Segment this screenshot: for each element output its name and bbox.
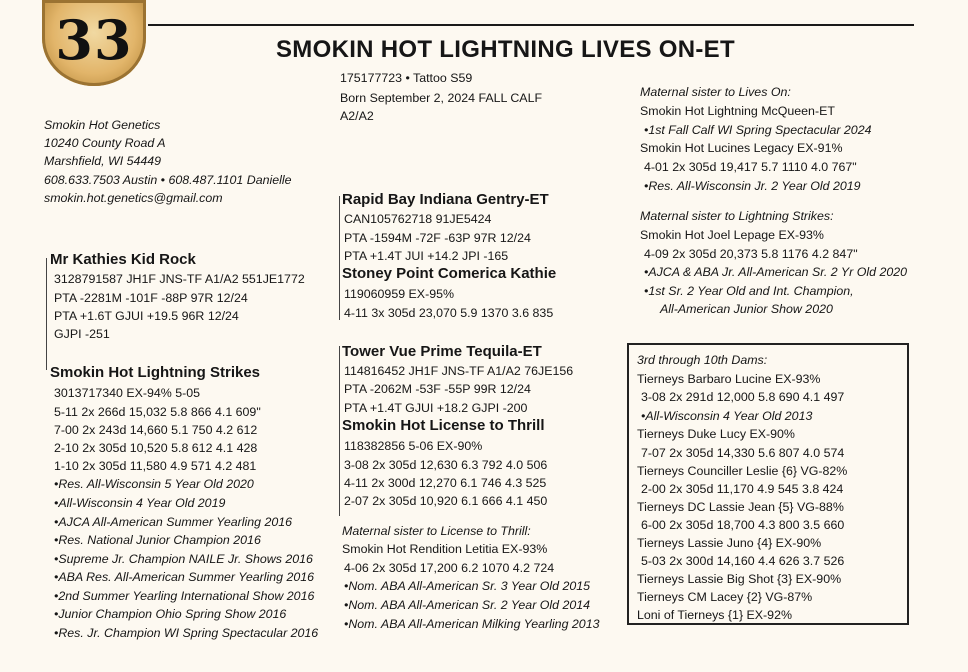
page-title: SMOKIN HOT LIGHTNING LIVES ON-ET (276, 36, 735, 63)
sire-name: Rapid Bay Indiana Gentry-ET (342, 191, 549, 208)
breeder-name: Smokin Hot Genetics (44, 118, 161, 132)
sister-ls-honor: •AJCA & ABA Jr. All-American Sr. 2 Yr Old 2020 (644, 265, 908, 279)
sire-dam-line: 119060959 EX-95% (344, 287, 454, 301)
granddam-record: 5-11 2x 266d 15,032 5.8 866 4.1 609" (54, 405, 261, 419)
granddam-honor: •Res. National Junior Champion 2016 (54, 533, 261, 547)
breeder-address: 10240 County Road A (44, 136, 166, 150)
dam-record: 4-11 2x 300d 12,270 6.1 746 4.3 525 (344, 476, 547, 490)
sire-sire-line: PTA +1.6T GJUI +19.5 96R 12/24 (54, 309, 239, 323)
granddam-honor: •Res. All-Wisconsin 5 Year Old 2020 (54, 477, 254, 491)
sire-dam-line: 4-11 3x 305d 23,070 5.9 1370 3.6 835 (344, 306, 554, 320)
sister-ltt-name: Smokin Hot Rendition Letitia EX-93% (342, 542, 548, 556)
sister-ltt-record: 4-06 2x 305d 17,200 6.2 1070 4.2 724 (344, 561, 555, 575)
dams-line: •All-Wisconsin 4 Year Old 2013 (641, 409, 813, 423)
sire-sire-line: GJPI -251 (54, 327, 110, 341)
dams-heading: 3rd through 10th Dams: (637, 353, 768, 367)
sister-lo-honor2: •Res. All-Wisconsin Jr. 2 Year Old 2019 (644, 179, 861, 193)
dams-line: Tierneys Counciller Leslie {6} VG-82% (637, 464, 848, 478)
lot-number-badge (42, 0, 146, 86)
dams-line: Loni of Tierneys {1} EX-92% (637, 608, 792, 622)
sister-ls-honor: All-American Junior Show 2020 (660, 302, 833, 316)
dams-line: 6-00 2x 305d 18,700 4.3 800 3.5 660 (641, 518, 845, 532)
granddam-honor: •2nd Summer Yearling International Show 2016 (54, 589, 315, 603)
dams-line: 5-03 2x 300d 14,160 4.4 626 3.7 526 (641, 554, 845, 568)
sire-line: PTA +1.4T JUI +14.2 JPI -165 (344, 249, 509, 263)
sister-ls-name: Smokin Hot Joel Lepage EX-93% (640, 228, 824, 242)
dam-sire-name: Tower Vue Prime Tequila-ET (342, 343, 542, 360)
dams-line: Tierneys Lassie Big Shot {3} EX-90% (637, 572, 842, 586)
breeder-phones: 608.633.7503 Austin • 608.487.1101 Danielle (44, 173, 292, 187)
sire-sire-name: Mr Kathies Kid Rock (50, 251, 196, 268)
sire-line: CAN105762718 91JE5424 (344, 212, 492, 226)
animal-born: Born September 2, 2024 FALL CALF (340, 91, 543, 105)
pedigree-connector (339, 346, 340, 516)
dam-sire-line: PTA -2062M -53F -55P 99R 12/24 (344, 382, 531, 396)
dams-line: Tierneys CM Lacey {2} VG-87% (637, 590, 813, 604)
animal-genetics: A2/A2 (340, 109, 374, 123)
granddam-honor: •ABA Res. All-American Summer Yearling 2016 (54, 570, 315, 584)
granddam-record: 7-00 2x 243d 14,660 5.1 750 4.2 612 (54, 423, 258, 437)
sister-ls-record: 4-09 2x 305d 20,373 5.8 1176 4.2 847" (644, 247, 858, 261)
sire-line: PTA -1594M -72F -63P 97R 12/24 (344, 231, 531, 245)
dams-line: Tierneys Lassie Juno {4} EX-90% (637, 536, 822, 550)
dams-box (627, 343, 909, 625)
lot-number: 33 (55, 8, 133, 72)
pedigree-connector (339, 196, 340, 320)
dams-line: Tierneys Duke Lucy EX-90% (637, 427, 795, 441)
dam-record: 3-08 2x 305d 12,630 6.3 792 4.0 506 (344, 458, 548, 472)
sire-sire-line: PTA -2281M -101F -88P 97R 12/24 (54, 291, 248, 305)
sister-lo-honor: •1st Fall Calf WI Spring Spectacular 2024 (644, 123, 872, 137)
sister-lo-heading: Maternal sister to Lives On: (640, 85, 791, 99)
sire-sire-line: 3128791587 JH1F JNS-TF A1/A2 551JE1772 (54, 272, 305, 286)
granddam-honor: •All-Wisconsin 4 Year Old 2019 (54, 496, 226, 510)
dam-sire-line: PTA +1.4T GJUI +18.2 GJPI -200 (344, 401, 528, 415)
granddam-record: 2-10 2x 305d 10,520 5.8 612 4.1 428 (54, 441, 258, 455)
dams-line: 7-07 2x 305d 14,330 5.6 807 4.0 574 (641, 446, 845, 460)
sister-ltt-honor: •Nom. ABA All-American Sr. 2 Year Old 2014 (344, 598, 591, 612)
sister-lo-name: Smokin Hot Lightning McQueen-ET (640, 104, 835, 118)
pedigree-connector (46, 258, 47, 370)
dams-line: Tierneys DC Lassie Jean {5} VG-88% (637, 500, 844, 514)
dams-line: 3-08 2x 291d 12,000 5.8 690 4.1 497 (641, 390, 845, 404)
granddam-honor: •AJCA All-American Summer Yearling 2016 (54, 515, 293, 529)
sister-lo-record2: 4-01 2x 305d 19,417 5.7 1110 4.0 767" (644, 160, 857, 174)
sister-ls-heading: Maternal sister to Lightning Strikes: (640, 209, 834, 223)
granddam-record: 1-10 2x 305d 11,580 4.9 571 4.2 481 (54, 459, 257, 473)
dams-line: Tierneys Barbaro Lucine EX-93% (637, 372, 821, 386)
sister-ltt-honor: •Nom. ABA All-American Milking Yearling 2013 (344, 617, 600, 631)
breeder-email: smokin.hot.genetics@gmail.com (44, 191, 223, 205)
dam-id: 118382856 5-06 EX-90% (344, 439, 483, 453)
header-rule (148, 24, 914, 26)
granddam-name: Smokin Hot Lightning Strikes (50, 364, 261, 381)
breeder-city: Marshfield, WI 54449 (44, 154, 162, 168)
sister-ls-honor: •1st Sr. 2 Year Old and Int. Champion, (644, 284, 854, 298)
granddam-honor: •Res. Jr. Champion WI Spring Spectacular 2016 (54, 626, 319, 640)
dam-record: 2-07 2x 305d 10,920 6.1 666 4.1 450 (344, 494, 548, 508)
dam-sire-line: 114816452 JH1F JNS-TF A1/A2 76JE156 (344, 364, 574, 378)
dam-name: Smokin Hot License to Thrill (342, 417, 545, 434)
sister-ltt-heading: Maternal sister to License to Thrill: (342, 524, 531, 538)
granddam-honor: •Junior Champion Ohio Spring Show 2016 (54, 607, 287, 621)
sire-dam-name: Stoney Point Comerica Kathie (342, 265, 557, 282)
sister-lo-name2: Smokin Hot Lucines Legacy EX-91% (640, 141, 843, 155)
granddam-honor: •Supreme Jr. Champion NAILE Jr. Shows 2016 (54, 552, 313, 566)
sister-ltt-honor: •Nom. ABA All-American Sr. 3 Year Old 2015 (344, 579, 591, 593)
dams-line: 2-00 2x 305d 11,170 4.9 545 3.8 424 (641, 482, 844, 496)
animal-id: 175177723 • Tattoo S59 (340, 71, 473, 85)
granddam-id: 3013717340 EX-94% 5-05 (54, 386, 201, 400)
